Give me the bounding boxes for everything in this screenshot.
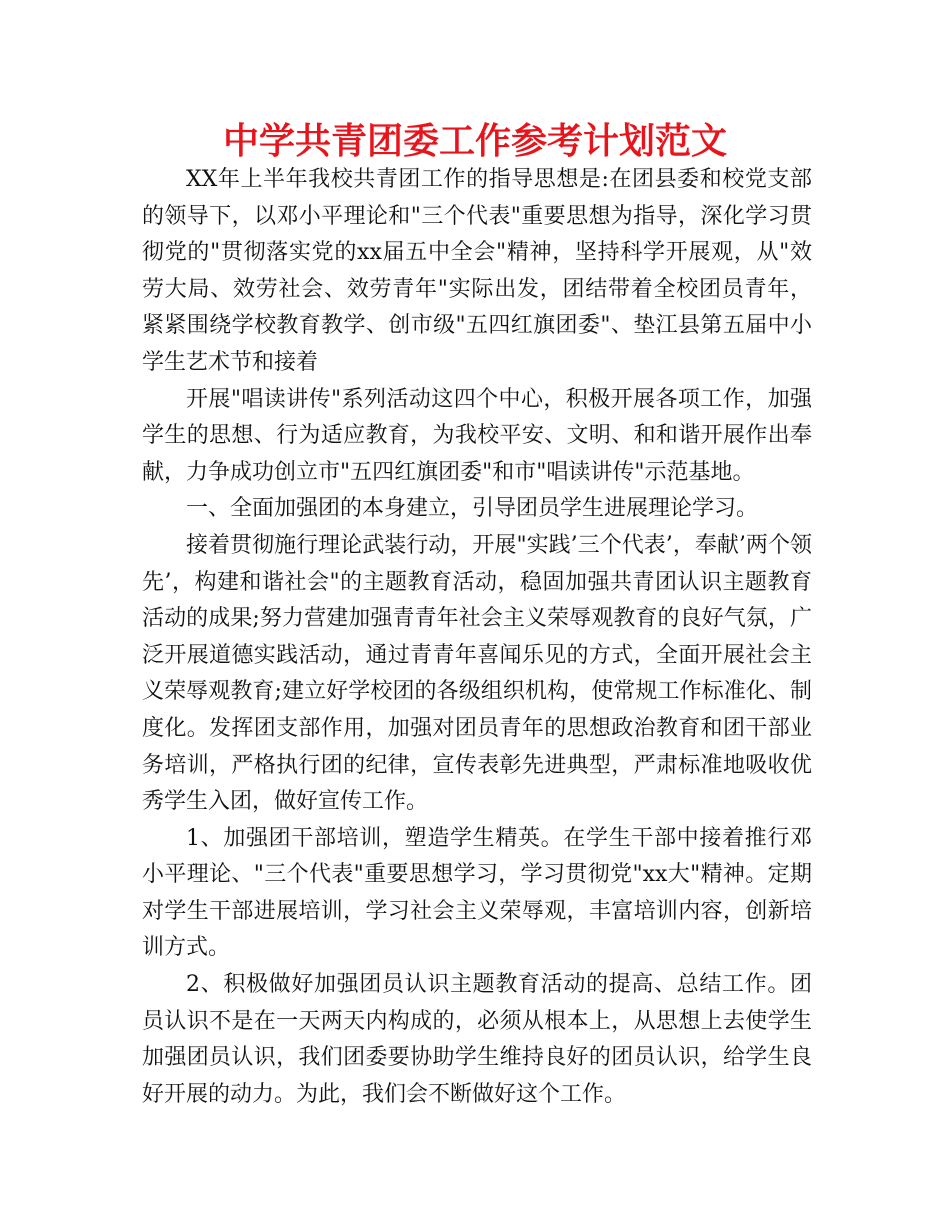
document-body — [142, 162, 812, 1113]
paragraph-guiding-ideology: XX年上半年我校共青团工作的指导思想是:在团县委和校党支部的领导下，以邓小平理论和"三个代表"重要思想为指导，深化学习贯彻党的"贯彻落实党的xx届五中全会"精神，坚持科学开展观，从"效劳大局、效劳社会、效劳青年"实际出发，团结带着全校团员青年，紧紧围绕学校教育教学、创市级"五四红旗团委"、垫江县第五届中小学生艺术节和接着 — [142, 167, 812, 375]
paragraph-four-centers: 开展"唱读讲传"系列活动这四个中心，积极开展各项工作，加强学生的思想、行为适应教育，为我校平安、文明、和和谐开展作出奉献，力争成功创立市"五四红旗团委"和市"唱读讲传"示范基地。 — [142, 386, 812, 485]
section-heading-1: 一、全面加强团的本身建立，引导团员学生进展理论学习。 — [186, 496, 759, 522]
paragraph-theory-study: 接着贯彻施行理论武装行动，开展"实践’三个代表’，奉献’两个领先’，构建和谐社会"的主题教育活动，稳固加强共青团认识主题教育活动的成果;努力营建加强青青年社会主义荣辱观教育的良好气氛，广泛开展道德实践活动，通过青青年喜闻乐见的方式，全面开展社会主义荣辱观教育;建立好学校团的各级组织机构，使常规工作标准化、制度化。发挥团支部作用，加强对团员青年的思想政治教育和团干部业务培训，严格执行团的纪律，宣传表彰先进典型，严肃标准地吸收优秀学生入团，做好宣传工作。 — [142, 532, 812, 815]
document-title: 中学共青团委工作参考计划范文 — [222, 121, 727, 162]
paragraph-item-1: 1、加强团干部培训，塑造学生精英。在学生干部中接着推行邓小平理论、"三个代表"重要思想学习，学习贯彻党"xx大"精神。定期对学生干部进展培训，学习社会主义荣辱观，丰富培训内容，创新培训方式。 — [142, 825, 812, 961]
paragraph-item-2: 2、积极做好加强团员认识主题教育活动的提高、总结工作。团员认识不是在一天两天内构成的，必须从根本上，从思想上去使学生加强团员认识，我们团委要协助学生维持良好的团员认识，给学生良好开展的动力。为此，我们会不断做好这个工作。 — [142, 972, 812, 1107]
